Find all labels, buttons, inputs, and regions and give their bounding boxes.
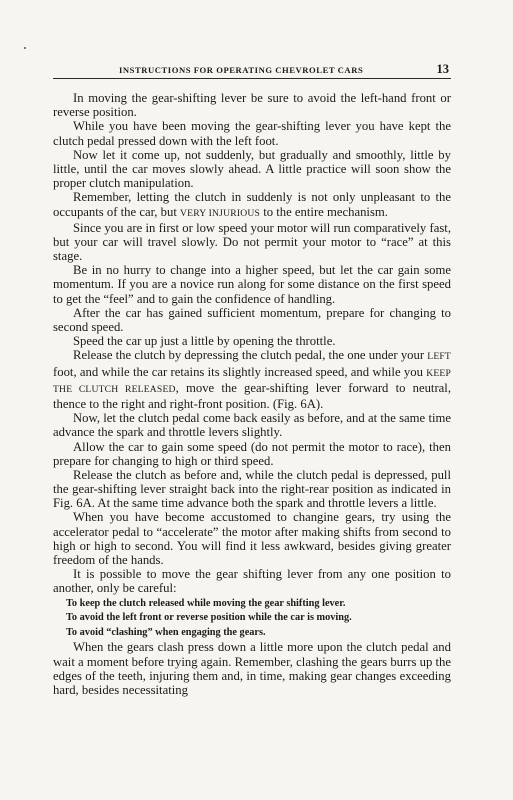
rule-item: To avoid “clashing” when engaging the gears. bbox=[66, 626, 266, 638]
paragraph: Allow the car to gain some speed (do not permit the motor to race), then prepare for changing to high or third speed. bbox=[53, 439, 451, 468]
paragraph: After the car has gained sufficient momentum, prepare for changing to second speed. bbox=[53, 305, 451, 334]
paragraph-text: to the entire mechanism. bbox=[260, 204, 388, 219]
emphasis-text: KEEP THE CLUTCH RELEASED bbox=[53, 367, 451, 395]
paragraph: It is possible to move the gear shifting lever from any one position to another, only be careful: bbox=[53, 567, 451, 596]
paragraph-text: Remember, letting the clutch in suddenly is not only unpleasant to the occupants of the car, but bbox=[53, 190, 451, 219]
emphasis-text: VERY INJURIOUS bbox=[180, 207, 261, 219]
emphasis-text: LEFT bbox=[427, 351, 451, 363]
paragraph: Since you are in first or low speed your motor will run comparatively fast, but your car will travel slowly. Do not permit your motor to “race” at this stage. bbox=[53, 220, 451, 264]
paragraph bbox=[53, 190, 451, 220]
running-title: INSTRUCTIONS FOR OPERATING CHEVROLET CARS bbox=[119, 65, 364, 75]
paragraph: While you have been moving the gear-shifting lever you have kept the clutch pedal pressed down with the left foot. bbox=[53, 119, 451, 148]
paragraph bbox=[53, 348, 451, 411]
paragraph-text: foot, and while the car retains its slightly increased speed, and while you bbox=[53, 364, 427, 379]
page-header bbox=[53, 62, 451, 78]
paragraph: Speed the car up just a little by opening the throttle. bbox=[73, 334, 336, 349]
rule-item: To keep the clutch released while moving the gear shifting lever. bbox=[66, 597, 346, 609]
page-number: 13 bbox=[436, 62, 449, 76]
paragraph: When you have become accustomed to changine gears, try using the accelerator pedal to “accelerate” the motor after making shifts from second to high or high to second. You will find it less awkward, besides giving greater freedom of the hands. bbox=[53, 510, 451, 567]
paper-speck bbox=[24, 47, 26, 49]
book-page bbox=[53, 62, 451, 697]
paragraph-text: , move the gear-shifting lever forward to neutral, thence to the right and right-front position. (Fig. 6A). bbox=[53, 380, 451, 411]
page-body bbox=[53, 91, 451, 697]
paragraph: In moving the gear-shifting lever be sure to avoid the left-hand front or reverse position. bbox=[53, 91, 451, 120]
paragraph: When the gears clash press down a little more upon the clutch pedal and wait a moment before trying again. Remember, clashing the gears burrs up the edges of the teeth, injuring them and, in time, making gear changes exceeding hard, besides necessitating bbox=[53, 640, 451, 697]
header-rule bbox=[53, 78, 451, 79]
paragraph: Now, let the clutch pedal come back easily as before, and at the same time advance the spark and throttle levers slightly. bbox=[53, 411, 451, 440]
rule-item: To avoid the left front or reverse position while the car is moving. bbox=[66, 612, 352, 624]
paragraph: Release the clutch as before and, while the clutch pedal is depressed, pull the gear-shifting lever straight back into the right-rear position as indicated in Fig. 6A. At the same time advance both the spark and throttle levers a little. bbox=[53, 467, 451, 511]
paragraph: Be in no hurry to change into a higher speed, but let the car gain some momentum. If you are a novice run along for some distance on the first speed to get the “feel” and to gain the confidence of handling. bbox=[53, 263, 451, 306]
paragraph-text: Release the clutch by depressing the clutch pedal, the one under your bbox=[73, 348, 428, 363]
paragraph: Now let it come up, not suddenly, but gradually and smoothly, little by little, until the car moves slowly ahead. A little practice will soon show the proper clutch manipulation. bbox=[53, 147, 451, 191]
